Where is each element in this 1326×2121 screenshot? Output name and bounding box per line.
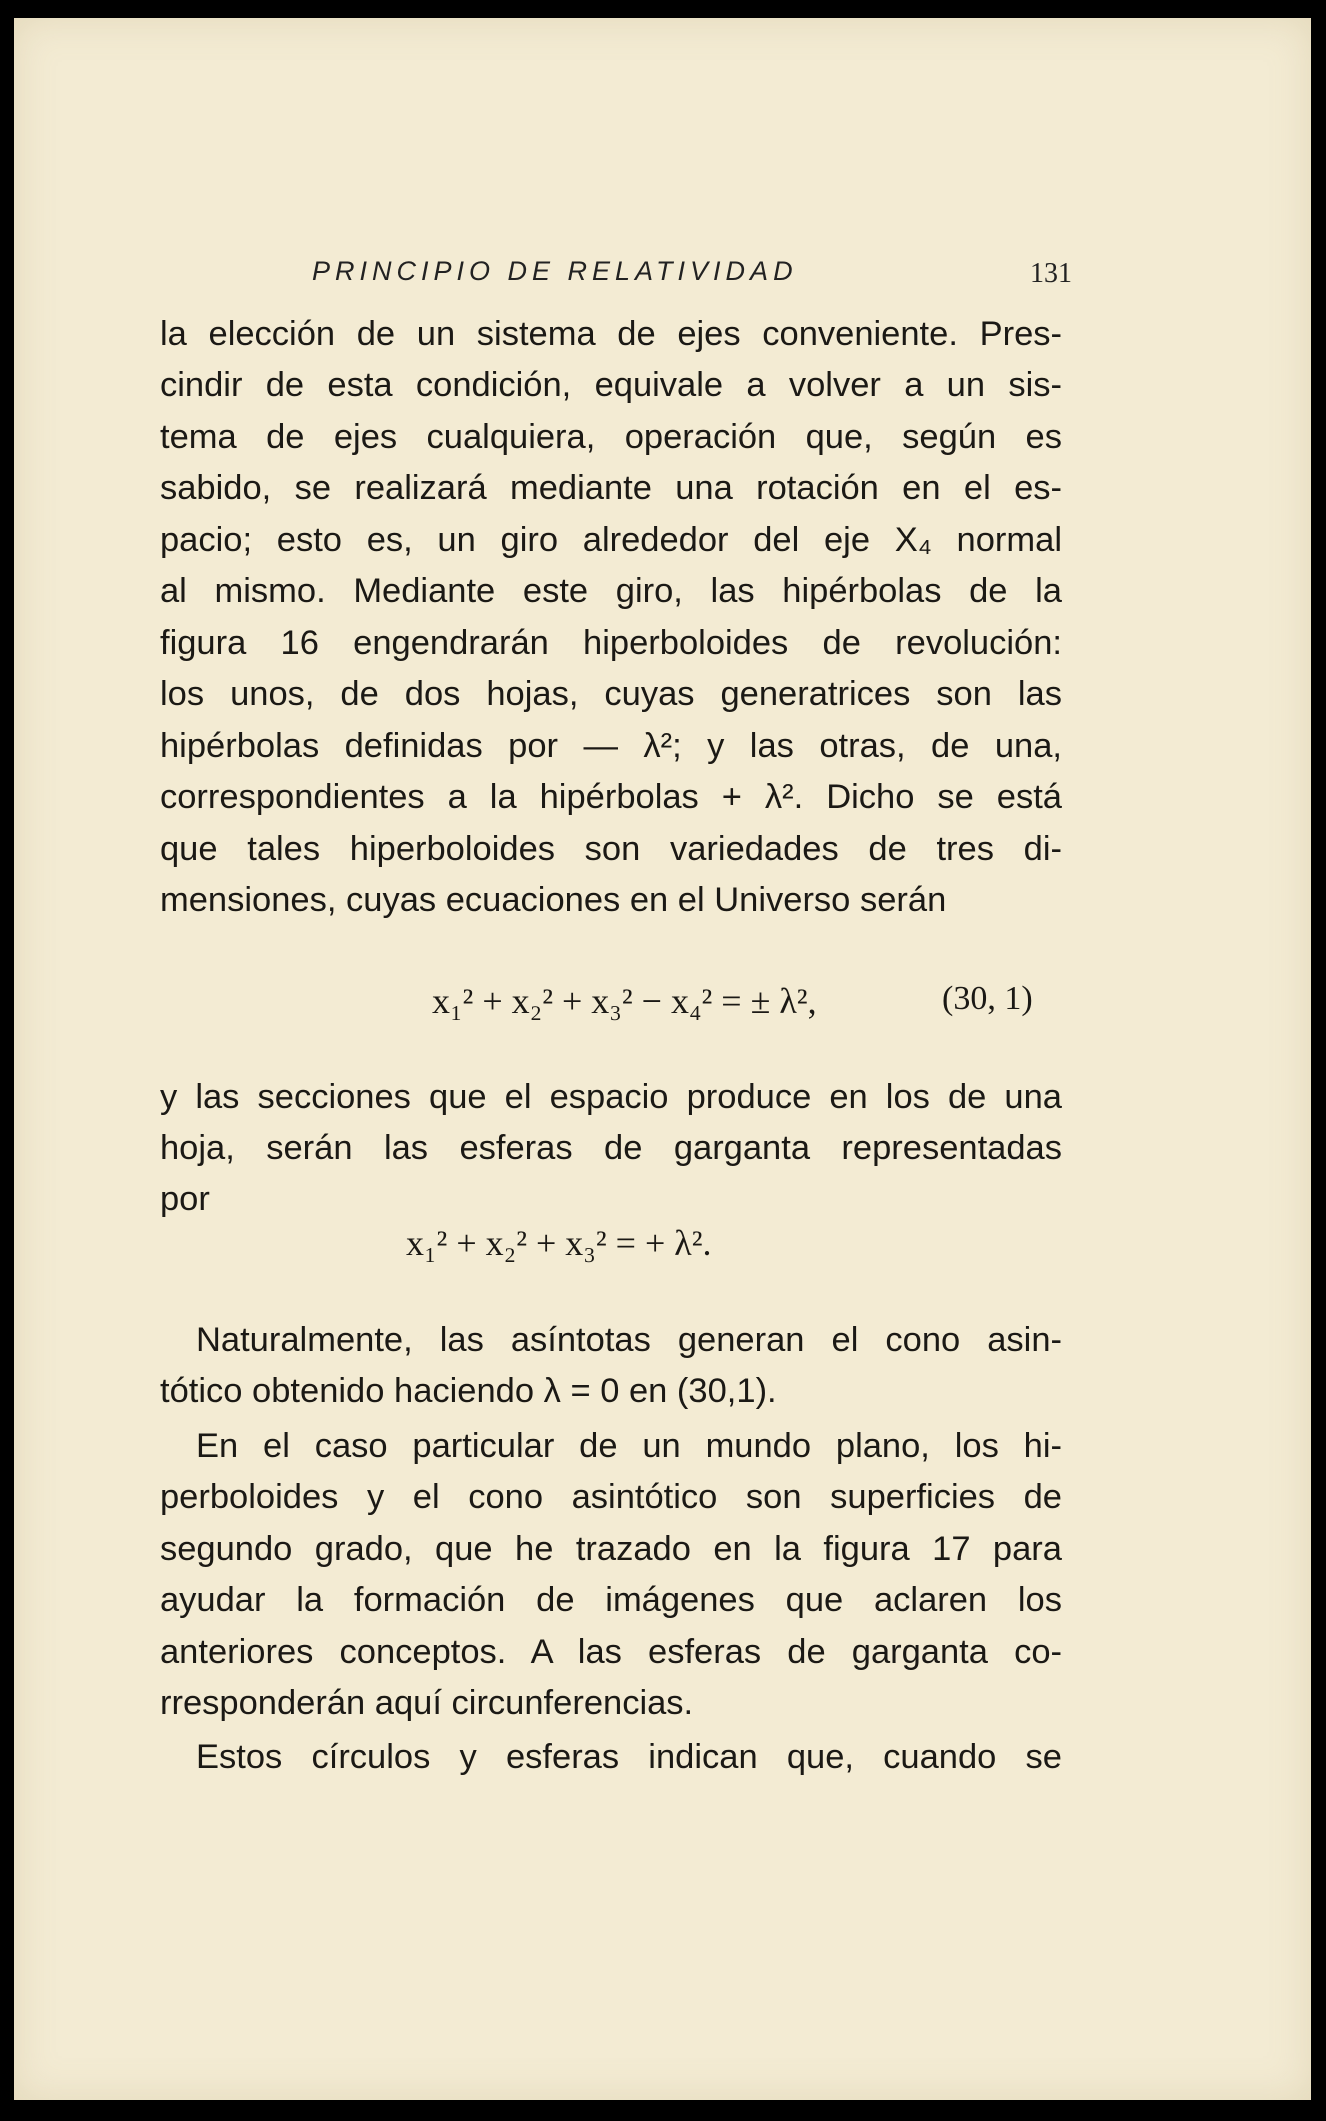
text-line: correspondientes a la hipérbolas + λ². Dicho se está <box>160 778 1062 816</box>
equation-number: (30, 1) <box>942 980 1033 1017</box>
equation-30-1: x₁² + x₂² + x₃² − x₄² = ± λ², <box>432 981 817 1021</box>
text-line: Naturalmente, las asíntotas generan el cono asin- <box>196 1321 1062 1359</box>
text-line: En el caso particular de un mundo plano, los hi- <box>196 1427 1062 1465</box>
text-line: Estos círculos y esferas indican que, cuando se <box>196 1738 1062 1776</box>
text-line: hoja, serán las esferas de garganta representadas <box>160 1129 1062 1167</box>
text-line: rresponderán aquí circunferencias. <box>160 1684 694 1722</box>
text-line: perboloides y el cono asintótico son superficies de <box>160 1478 1062 1516</box>
text-line: los unos, de dos hojas, cuyas generatrices son las <box>160 675 1062 713</box>
text-line: figura 16 engendrarán hiperboloides de revolución: <box>160 624 1062 662</box>
text-line: la elección de un sistema de ejes conveniente. Pres- <box>160 315 1062 353</box>
page-number: 131 <box>1030 258 1072 289</box>
text-line: por <box>160 1180 210 1218</box>
text-line: sabido, se realizará mediante una rotación en el es- <box>160 469 1062 507</box>
running-head-title: PRINCIPIO DE RELATIVIDAD <box>312 256 798 286</box>
text-line: que tales hiperboloides son variedades de tres di- <box>160 830 1062 868</box>
text-line: tótico obtenido haciendo λ = 0 en (30,1). <box>160 1372 777 1410</box>
text-line: tema de ejes cualquiera, operación que, según es <box>160 418 1062 456</box>
text-line: al mismo. Mediante este giro, las hipérbolas de la <box>160 572 1062 610</box>
text-line: cindir de esta condición, equivale a volver a un sis- <box>160 366 1062 404</box>
text-line: hipérbolas definidas por — λ²; y las otras, de una, <box>160 727 1062 765</box>
running-head <box>312 256 1072 300</box>
text-line: ayudar la formación de imágenes que aclaren los <box>160 1581 1062 1619</box>
text-line: anteriores conceptos. A las esferas de garganta co- <box>160 1633 1062 1671</box>
book-page <box>14 18 1311 2100</box>
text-line: mensiones, cuyas ecuaciones en el Universo serán <box>160 881 947 919</box>
text-line: segundo grado, que he trazado en la figura 17 para <box>160 1530 1062 1568</box>
text-line: pacio; esto es, un giro alrededor del eje X₄ normal <box>160 521 1062 559</box>
equation-sphere: x₁² + x₂² + x₃² = + λ². <box>406 1223 712 1263</box>
text-line: y las secciones que el espacio produce en los de una <box>160 1078 1062 1116</box>
